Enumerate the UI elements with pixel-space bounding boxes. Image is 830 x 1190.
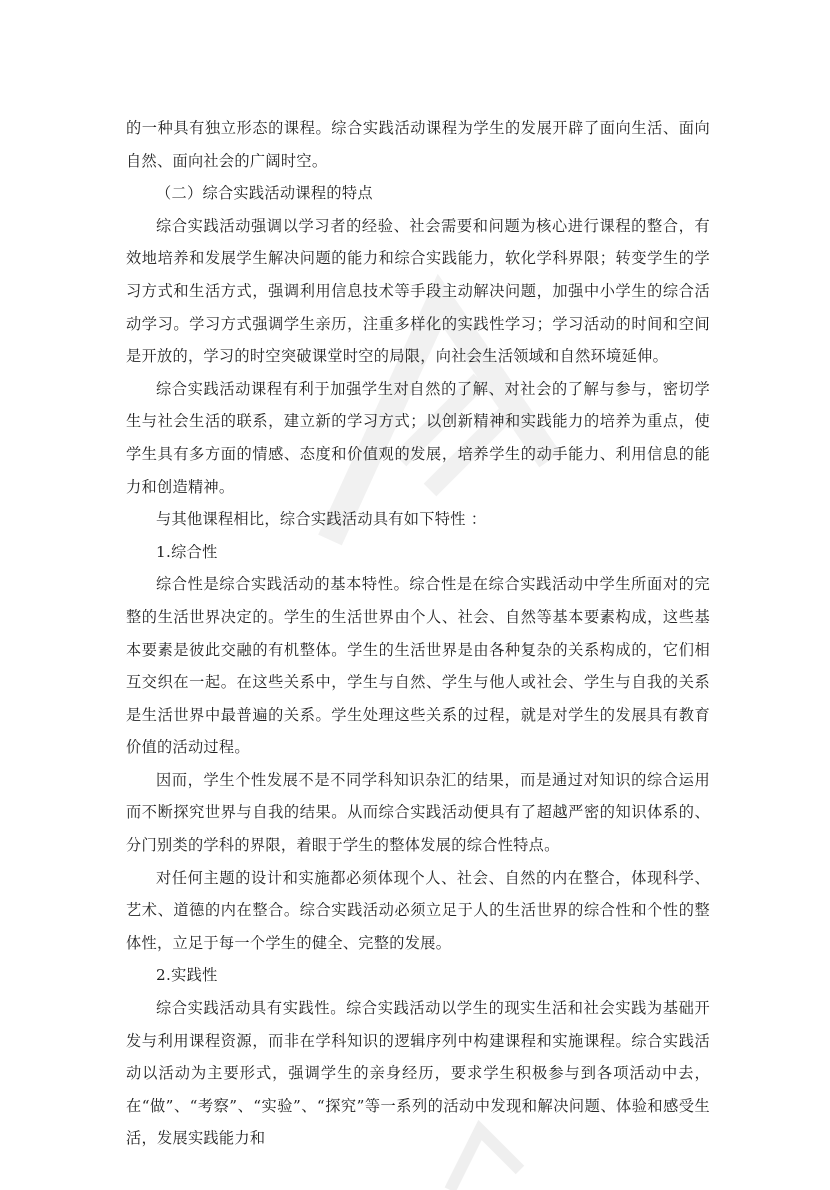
subsection-heading: 1.综合性 xyxy=(156,542,218,561)
paragraph: 对任何主题的设计和实施都必须体现个人、社会、自然的内在整合，体现科学、艺术、道德的内在整合。综合实践活动必须立足于人的生活世界的综合性和个性的整体性，立足于每一个学生的健全、完整的发展。 xyxy=(126,868,710,952)
paragraph-continuation: 的一种具有独立形态的课程。综合实践活动课程为学生的发展开辟了面向生活、面向自然、面向社会的广阔时空。 xyxy=(126,119,710,170)
paragraph: 综合实践活动具有实践性。综合实践活动以学生的现实生活和社会实践为基础开发与利用课程资源，而非在学科知识的逻辑序列中构建课程和实施课程。综合实践活动以活动为主要形式，强调学生的亲身经历，要求学生积极参与到各项活动中去，在“做”、“考察”、“实验”、“探究”等一系列的活动中发现和解决问题、体验和感受生活，发展实践能力和 xyxy=(126,999,710,1148)
paragraph: 综合实践活动强调以学习者的经验、社会需要和问题为核心进行课程的整合，有效地培养和发展学生解决问题的能力和综合实践能力，软化学科界限；转变学生的学习方式和生活方式，强调利用信息技术等手段主动解决问题，加强中小学生的综合活动学习。学习方式强调学生亲历，注重多样化的实践性学习；学习活动的时间和空间是开放的，学习的时空突破课堂时空的局限，向社会生活领域和自然环境延伸。 xyxy=(126,216,710,366)
paragraph: 因而，学生个性发展不是不同学科知识杂汇的结果，而是通过对知识的综合运用而不断探究世界与自我的结果。从而综合实践活动便具有了超越严密的知识体系的、分门别类的学科的界限，着眼于学生的整体发展的综合性特点。 xyxy=(126,770,710,855)
section-heading: （二）综合实践活动课程的特点 xyxy=(156,184,373,203)
document-body xyxy=(126,112,710,1155)
paragraph: 与其他课程相比，综合实践活动具有如下特性 ： xyxy=(156,510,487,529)
paragraph: 综合实践活动课程有利于加强学生对自然的了解、对社会的了解与参与，密切学生与社会生活的联系，建立新的学习方式；以创新精神和实践能力的培养为重点，使学生具有多方面的情感、态度和价值观的发展，培养学生的动手能力、利用信息的能力和创造精神。 xyxy=(126,379,710,496)
paragraph: 综合性是综合实践活动的基本特性。综合性是在综合实践活动中学生所面对的完整的生活世界决定的。学生的生活世界由个人、社会、自然等基本要素构成，这些基本要素是彼此交融的有机整体。学生的生活世界是由各种复杂的关系构成的，它们相互交织在一起。在这些关系中，学生与自然、学生与他人或社会、学生与自我的关系是生活世界中最普遍的关系。学生处理这些关系的过程，就是对学生的发展具有教育价值的活动过程。 xyxy=(126,575,710,757)
subsection-heading: 2.实践性 xyxy=(156,966,218,985)
